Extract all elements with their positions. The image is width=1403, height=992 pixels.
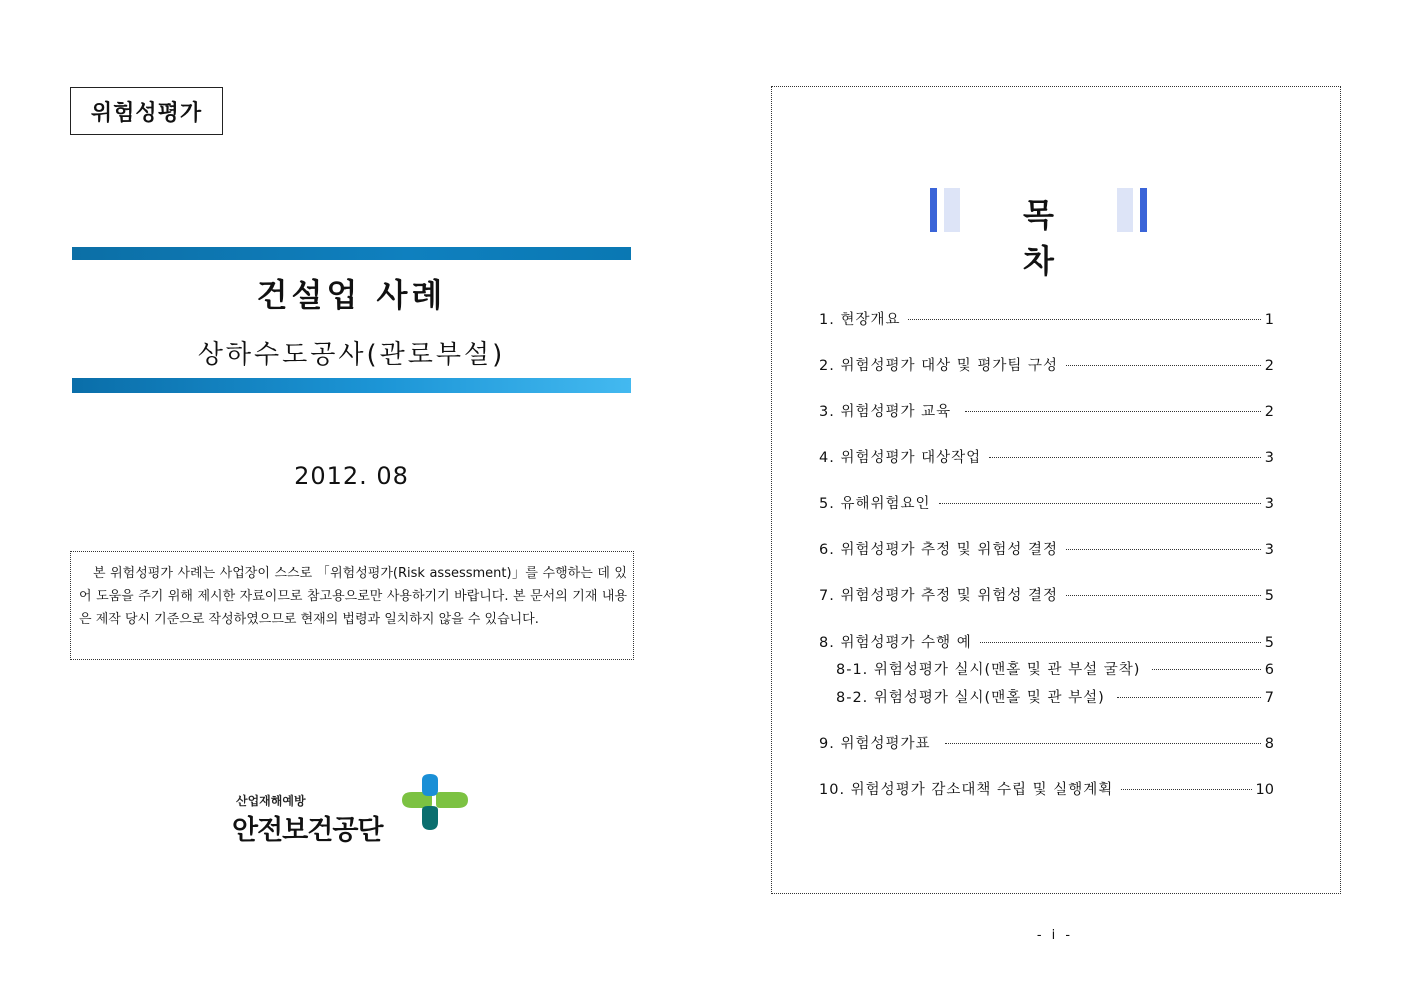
heading-block-left — [944, 188, 960, 232]
toc-heading-block — [930, 188, 1147, 280]
toc-entry[interactable] — [819, 354, 1274, 375]
heading-accent-left — [930, 188, 937, 232]
logo-big-text: 안전보건공단 — [232, 815, 383, 846]
toc-entry[interactable] — [819, 308, 1274, 329]
heading-block-right — [1117, 188, 1133, 232]
toc-entry-label: 8. 위험성평가 수행 예 — [819, 635, 972, 651]
toc-entry-page: 1 — [1264, 312, 1274, 328]
toc-entry-page: 5 — [1264, 635, 1274, 651]
toc-leader-dots — [908, 319, 1260, 320]
disclaimer-notice — [70, 551, 634, 660]
page-number: - i - — [1036, 928, 1074, 943]
toc-entry-page: 3 — [1264, 450, 1274, 466]
toc-entry-label: 8-2. 위험성평가 실시(맨홀 및 관 부설) — [836, 690, 1105, 706]
toc-subentry[interactable] — [836, 686, 1274, 707]
toc-entry-label: 10. 위험성평가 감소대책 수립 및 실행계획 — [819, 782, 1114, 798]
toc-entry-page: 2 — [1264, 358, 1274, 374]
toc-entry-label: 6. 위험성평가 추정 및 위험성 결정 — [819, 542, 1058, 558]
toc-leader-dots — [939, 503, 1261, 504]
toc-entry[interactable] — [819, 631, 1274, 652]
toc-entry[interactable] — [819, 584, 1274, 605]
toc-entry[interactable] — [819, 492, 1274, 513]
toc-entry-page: 6 — [1264, 662, 1274, 678]
disclaimer-text: 본 위험성평가 사례는 사업장이 스스로 「위험성평가(Risk assessment)」를 수행하는 데 있어 도움을 주기 위해 제시한 자료이므로 참고용으로만 사용하기기 바랍니다. 본 문서의 기재 내용은 제작 당시 기준으로 작성하였으므로 현재의 법령과 일치하지 않을 수 있습니다. — [79, 566, 627, 627]
toc-leader-dots — [1066, 595, 1261, 596]
toc-entry-label: 1. 현장개요 — [819, 312, 901, 328]
toc-entry[interactable] — [819, 446, 1274, 467]
document-category-tag — [70, 87, 223, 135]
toc-entry-page: 5 — [1264, 588, 1274, 604]
toc-entry-label: 9. 위험성평가표 — [819, 736, 931, 752]
toc-leader-dots — [1121, 789, 1251, 790]
heading-accent-right — [1140, 188, 1147, 232]
toc-leader-dots — [1117, 697, 1261, 698]
toc-subentry[interactable] — [836, 658, 1274, 679]
toc-entry-page: 10 — [1255, 782, 1274, 798]
toc-entry-page: 8 — [1264, 736, 1274, 752]
toc-leader-dots — [989, 457, 1261, 458]
publication-date: 2012. 08 — [294, 462, 409, 490]
toc-heading: 목 차 — [1023, 196, 1082, 280]
toc-leader-dots — [1066, 549, 1261, 550]
cross-emblem-icon — [398, 774, 470, 830]
toc-entry-label: 5. 유해위험요인 — [819, 496, 931, 512]
toc-entry-label: 8-1. 위험성평가 실시(맨홀 및 관 부설 굴착) — [836, 662, 1141, 678]
toc-entry-page: 3 — [1264, 496, 1274, 512]
toc-entry-label: 2. 위험성평가 대상 및 평가팀 구성 — [819, 358, 1058, 374]
kosha-logo — [232, 774, 472, 846]
toc-entry-label: 7. 위험성평가 추정 및 위험성 결정 — [819, 588, 1058, 604]
toc-entry-page: 2 — [1264, 404, 1274, 420]
toc-entry-label: 4. 위험성평가 대상작업 — [819, 450, 982, 466]
toc-leader-dots — [945, 743, 1261, 744]
toc-entry[interactable] — [819, 538, 1274, 559]
document-title: 건설업 사례 — [256, 276, 447, 314]
toc-entry[interactable] — [819, 778, 1274, 799]
toc-leader-dots — [980, 642, 1261, 643]
category-label: 위험성평가 — [90, 100, 203, 126]
toc-entry-page: 3 — [1264, 542, 1274, 558]
toc-leader-dots — [1152, 669, 1260, 670]
toc-leader-dots — [1066, 365, 1261, 366]
title-top-bar — [72, 247, 631, 260]
toc-entry[interactable] — [819, 400, 1274, 421]
toc-entry-label: 3. 위험성평가 교육 — [819, 404, 952, 420]
document-subtitle: 상하수도공사(관로부설) — [197, 340, 506, 370]
toc-entry[interactable] — [819, 732, 1274, 753]
logo-small-text: 산업재해예방 — [236, 794, 306, 808]
toc-leader-dots — [965, 411, 1261, 412]
toc-entry-page: 7 — [1264, 690, 1274, 706]
title-bottom-bar — [72, 378, 631, 393]
